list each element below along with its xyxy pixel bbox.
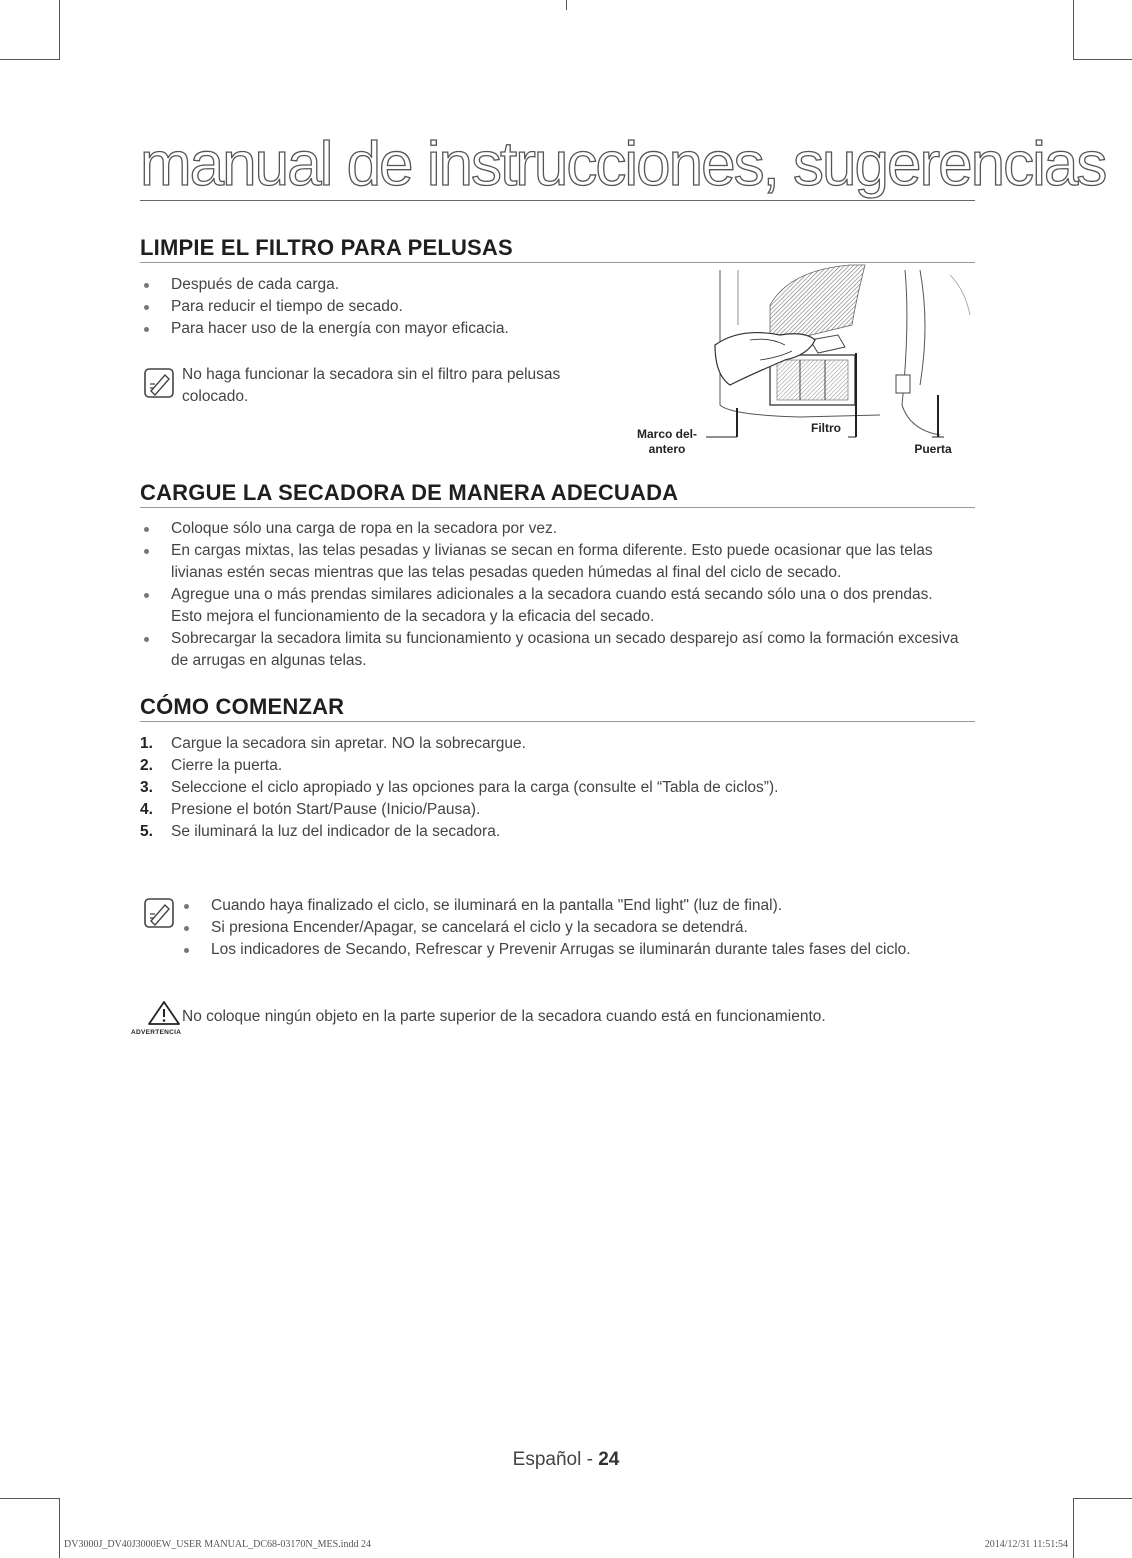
list-item — [140, 733, 975, 755]
step-number: 3. — [140, 779, 153, 796]
figure-label-door: Puerta — [914, 442, 952, 456]
step-number: 5. — [140, 823, 153, 840]
page-number: 24 — [598, 1449, 620, 1470]
step-number: 4. — [140, 801, 153, 818]
note-icon — [143, 897, 177, 931]
page-title: manual de instrucciones, sugerencias — [140, 130, 1106, 199]
crop-mark — [0, 59, 60, 60]
list-item — [140, 799, 975, 821]
figure-label-front-frame: Marco del- antero — [636, 427, 697, 456]
start-note-list — [180, 895, 970, 961]
step-text: Seleccione el ciclo apropiado y las opciones para la carga (consulte el “Tabla de ciclos”). — [171, 779, 779, 796]
crop-mark — [1073, 1498, 1132, 1499]
list-item: Para reducir el tiempo de secado. — [140, 296, 600, 318]
list-item — [140, 777, 975, 799]
crop-mark — [1073, 59, 1132, 60]
filter-note: No haga funcionar la secadora sin el filtro para pelusas colocado. — [182, 366, 561, 405]
list-item: Coloque sólo una carga de ropa en la secadora por vez. — [140, 518, 960, 540]
list-item — [140, 821, 975, 843]
list-item: Agregue una o más prendas similares adicionales a la secadora cuando está secando sólo una o dos prendas. Esto mejora el funcionamiento de la secadora y la eficacia del secado. — [140, 584, 960, 628]
list-item: Para hacer uso de la energía con mayor eficacia. — [140, 318, 600, 340]
step-number: 2. — [140, 757, 153, 774]
step-text: Cierre la puerta. — [171, 757, 283, 774]
list-item: Cuando haya finalizado el ciclo, se iluminará en la pantalla "End light" (luz de final). — [180, 895, 970, 917]
start-steps-list — [140, 733, 975, 843]
list-item: En cargas mixtas, las telas pesadas y livianas se secan en forma diferente. Esto puede ocasionar que las telas livianas estén secas mientras que las telas pesadas queden húmedas al final del ciclo de secado. — [140, 540, 960, 584]
step-text: Presione el botón Start/Pause (Inicio/Pausa). — [171, 801, 481, 818]
figure-label-filter: Filtro — [811, 421, 841, 435]
crop-mark — [1073, 1498, 1074, 1558]
step-number: 1. — [140, 735, 153, 752]
print-slug-file: DV3000J_DV40J3000EW_USER MANUAL_DC68-03170N_MES.indd 24 — [64, 1539, 371, 1550]
list-item — [140, 755, 975, 777]
page-footer — [0, 1449, 1132, 1471]
step-text: Se iluminará la luz del indicador de la secadora. — [171, 823, 501, 840]
crop-mark — [1073, 0, 1074, 60]
footer-language: Español - — [512, 1449, 599, 1470]
note-icon — [143, 367, 177, 401]
title-rule — [140, 200, 975, 201]
filter-bullet-list — [140, 274, 600, 340]
crop-mark — [59, 1498, 60, 1558]
warning-text: No coloque ningún objeto en la parte superior de la secadora cuando está en funcionamiento. — [182, 1008, 826, 1025]
crop-mark — [59, 0, 60, 60]
list-item: Sobrecargar la secadora limita su funcionamiento y ocasiona un secado desparejo así como la formación excesiva de arrugas en algunas telas. — [140, 628, 960, 672]
warning-label: ADVERTENCIA — [131, 1029, 182, 1036]
warning-icon — [146, 1000, 182, 1026]
print-slug-date: 2014/12/31 11:51:54 — [984, 1539, 1068, 1550]
section-heading-filter: LIMPIE EL FILTRO PARA PELUSAS — [140, 233, 975, 263]
crop-mark — [0, 1498, 60, 1499]
list-item: Después de cada carga. — [140, 274, 600, 296]
section-heading-start: CÓMO COMENZAR — [140, 692, 975, 722]
load-bullet-list — [140, 518, 960, 672]
section-heading-load: CARGUE LA SECADORA DE MANERA ADECUADA — [140, 478, 975, 508]
list-item: Los indicadores de Secando, Refrescar y Prevenir Arrugas se iluminarán durante tales fases del ciclo. — [180, 939, 970, 961]
step-text: Cargue la secadora sin apretar. NO la sobrecargue. — [171, 735, 526, 752]
crop-mark — [566, 0, 567, 10]
list-item: Si presiona Encender/Apagar, se cancelará el ciclo y la secadora se detendrá. — [180, 917, 970, 939]
